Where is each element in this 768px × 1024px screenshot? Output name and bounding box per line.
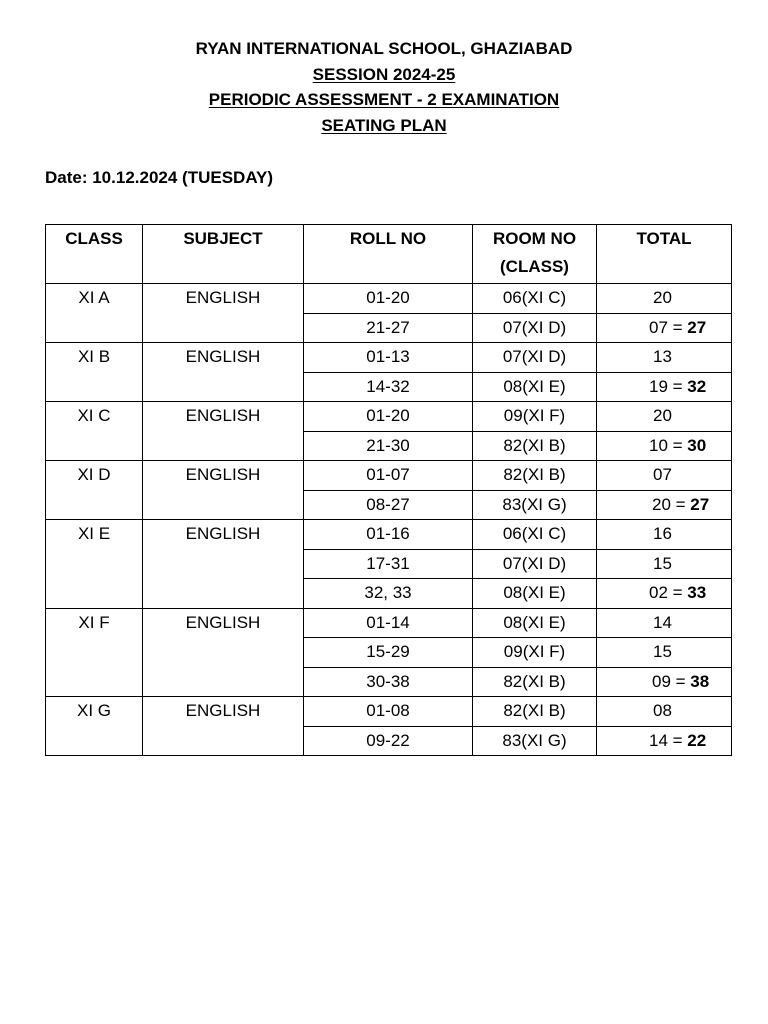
total-cell xyxy=(597,431,732,461)
col-header-room-line2: (CLASS) xyxy=(500,257,569,276)
room-cell: 82(XI B) xyxy=(473,431,597,461)
roll-cell: 01-13 xyxy=(304,343,473,373)
class-cell: XI A xyxy=(46,284,143,343)
subject-cell: ENGLISH xyxy=(143,284,304,343)
total-count: 20 xyxy=(653,288,672,307)
document-header xyxy=(0,36,768,138)
roll-cell: 01-07 xyxy=(304,461,473,491)
subject-cell: ENGLISH xyxy=(143,520,304,609)
table-row xyxy=(46,520,732,550)
total-cell xyxy=(597,284,732,314)
roll-cell: 30-38 xyxy=(304,667,473,697)
table-row xyxy=(46,697,732,727)
table-row xyxy=(46,343,732,373)
total-count: 20 xyxy=(653,406,672,425)
total-cell xyxy=(597,372,732,402)
class-cell: XI G xyxy=(46,697,143,756)
table-row xyxy=(46,461,732,491)
table-header-row xyxy=(46,225,732,284)
table-row xyxy=(46,402,732,432)
total-cell xyxy=(597,343,732,373)
room-cell: 83(XI G) xyxy=(473,726,597,756)
school-name: RYAN INTERNATIONAL SCHOOL, GHAZIABAD xyxy=(195,39,573,58)
exam-text: PERIODIC ASSESSMENT - 2 EXAMINATION xyxy=(208,90,560,109)
room-cell: 07(XI D) xyxy=(473,313,597,343)
roll-cell: 09-22 xyxy=(304,726,473,756)
roll-cell: 01-08 xyxy=(304,697,473,727)
col-header-total: TOTAL xyxy=(597,225,732,284)
roll-cell: 32, 33 xyxy=(304,579,473,609)
room-cell: 09(XI F) xyxy=(473,638,597,668)
seating-plan-table xyxy=(45,224,732,756)
exam-title xyxy=(0,87,768,113)
total-count: 10 = xyxy=(649,435,688,455)
total-count: 07 xyxy=(653,465,672,484)
table-row xyxy=(46,284,732,314)
roll-cell: 01-14 xyxy=(304,608,473,638)
room-cell: 83(XI G) xyxy=(473,490,597,520)
subject-cell: ENGLISH xyxy=(143,402,304,461)
table-row xyxy=(46,608,732,638)
total-sum: 27 xyxy=(690,494,710,514)
room-cell: 08(XI E) xyxy=(473,372,597,402)
col-header-subject: SUBJECT xyxy=(143,225,304,284)
total-count: 14 xyxy=(653,612,672,632)
roll-cell: 14-32 xyxy=(304,372,473,402)
roll-cell: 08-27 xyxy=(304,490,473,520)
total-cell xyxy=(597,549,732,579)
exam-date: Date: 10.12.2024 (TUESDAY) xyxy=(45,168,274,187)
roll-cell: 01-20 xyxy=(304,402,473,432)
total-cell xyxy=(597,697,732,727)
total-count: 08 xyxy=(653,701,672,720)
total-cell xyxy=(597,461,732,491)
roll-cell: 17-31 xyxy=(304,549,473,579)
room-cell: 09(XI F) xyxy=(473,402,597,432)
table-body xyxy=(46,284,732,756)
roll-cell: 21-27 xyxy=(304,313,473,343)
col-header-class: CLASS xyxy=(46,225,143,284)
class-cell: XI E xyxy=(46,520,143,609)
room-cell: 06(XI C) xyxy=(473,520,597,550)
total-cell xyxy=(597,608,732,638)
class-cell: XI D xyxy=(46,461,143,520)
total-sum: 32 xyxy=(687,376,707,396)
room-cell: 08(XI E) xyxy=(473,579,597,609)
total-count: 02 = xyxy=(649,583,688,602)
total-cell xyxy=(597,313,732,343)
room-cell: 82(XI B) xyxy=(473,461,597,491)
room-cell: 82(XI B) xyxy=(473,697,597,727)
total-count: 15 xyxy=(653,553,672,573)
plan-text: SEATING PLAN xyxy=(321,115,447,135)
roll-cell: 21-30 xyxy=(304,431,473,461)
class-cell: XI F xyxy=(46,608,143,697)
col-header-room xyxy=(473,225,597,284)
total-sum: 30 xyxy=(687,435,707,455)
roll-cell: 15-29 xyxy=(304,638,473,668)
roll-cell: 01-20 xyxy=(304,284,473,314)
room-cell: 82(XI B) xyxy=(473,667,597,697)
total-sum: 38 xyxy=(690,671,710,691)
col-header-room-line1: ROOM NO xyxy=(492,229,577,248)
total-count: 07 = xyxy=(649,317,688,337)
total-cell xyxy=(597,667,732,697)
total-count: 16 xyxy=(653,524,672,543)
class-cell: XI C xyxy=(46,402,143,461)
room-cell: 07(XI D) xyxy=(473,549,597,579)
total-cell xyxy=(597,638,732,668)
col-header-roll: ROLL NO xyxy=(304,225,473,284)
roll-cell: 01-16 xyxy=(304,520,473,550)
session-title xyxy=(0,62,768,88)
total-count: 15 xyxy=(653,642,672,661)
total-sum: 22 xyxy=(687,730,707,750)
room-cell: 07(XI D) xyxy=(473,343,597,373)
total-count: 19 = xyxy=(649,376,688,396)
total-count: 20 = xyxy=(652,494,691,514)
total-cell xyxy=(597,579,732,609)
total-sum: 33 xyxy=(687,583,707,602)
subject-cell: ENGLISH xyxy=(143,461,304,520)
total-count: 13 xyxy=(653,347,672,366)
total-cell xyxy=(597,402,732,432)
total-cell xyxy=(597,490,732,520)
room-cell: 08(XI E) xyxy=(473,608,597,638)
session-text: SESSION 2024-25 xyxy=(312,64,456,84)
total-cell xyxy=(597,520,732,550)
total-count: 09 = xyxy=(652,671,691,691)
total-count: 14 = xyxy=(649,730,688,750)
subject-cell: ENGLISH xyxy=(143,343,304,402)
subject-cell: ENGLISH xyxy=(143,608,304,697)
plan-title xyxy=(0,113,768,139)
subject-cell: ENGLISH xyxy=(143,697,304,756)
total-cell xyxy=(597,726,732,756)
class-cell: XI B xyxy=(46,343,143,402)
room-cell: 06(XI C) xyxy=(473,284,597,314)
total-sum: 27 xyxy=(687,317,707,337)
